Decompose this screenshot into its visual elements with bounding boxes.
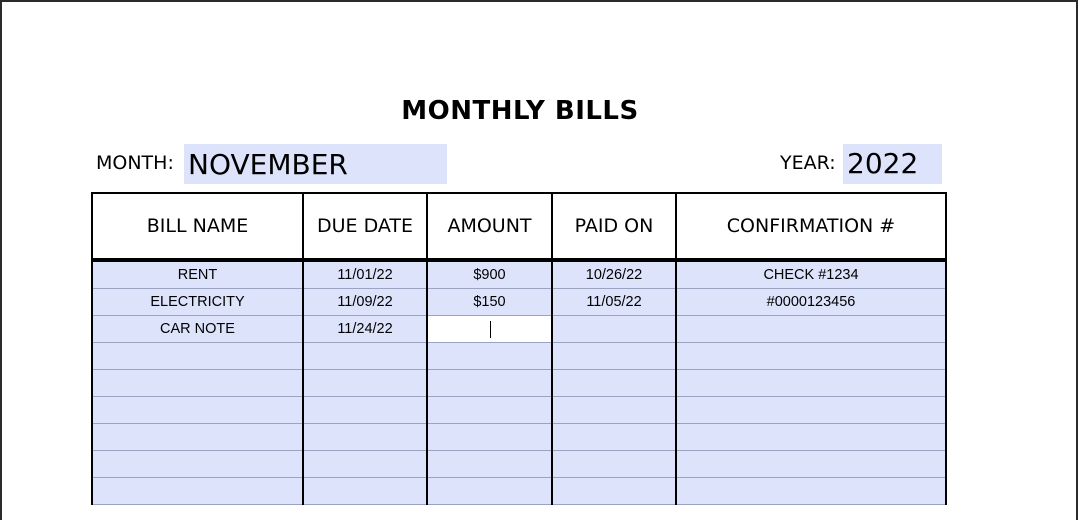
- year-label: YEAR:: [780, 152, 836, 174]
- amount-cell[interactable]: [427, 424, 552, 451]
- bill-name-cell[interactable]: CAR NOTE: [92, 316, 303, 343]
- table-row: [92, 316, 946, 343]
- table-row: [92, 260, 946, 289]
- paid-on-cell[interactable]: [552, 397, 676, 424]
- table-row: [92, 343, 946, 370]
- paid-on-cell[interactable]: [552, 343, 676, 370]
- paid-on-cell[interactable]: [552, 370, 676, 397]
- month-label: MONTH:: [96, 152, 174, 174]
- table-row: [92, 424, 946, 451]
- confirmation-cell[interactable]: [676, 370, 946, 397]
- due-date-cell[interactable]: [303, 370, 427, 397]
- header-bill-name: BILL NAME: [92, 193, 303, 260]
- confirmation-cell[interactable]: [676, 397, 946, 424]
- text-cursor: [490, 321, 491, 338]
- header-amount: AMOUNT: [427, 193, 552, 260]
- table-row: [92, 370, 946, 397]
- header-row: [92, 193, 946, 260]
- bill-name-cell[interactable]: [92, 478, 303, 505]
- paid-on-cell[interactable]: [552, 316, 676, 343]
- confirmation-cell[interactable]: CHECK #1234: [676, 260, 946, 289]
- due-date-cell[interactable]: 11/24/22: [303, 316, 427, 343]
- bill-name-cell[interactable]: RENT: [92, 260, 303, 289]
- confirmation-cell[interactable]: [676, 451, 946, 478]
- confirmation-cell[interactable]: [676, 343, 946, 370]
- bill-name-cell[interactable]: [92, 343, 303, 370]
- paid-on-cell[interactable]: 10/26/22: [552, 260, 676, 289]
- bill-name-cell[interactable]: ELECTRICITY: [92, 289, 303, 316]
- confirmation-cell[interactable]: #0000123456: [676, 289, 946, 316]
- due-date-cell[interactable]: [303, 397, 427, 424]
- paid-on-cell[interactable]: [552, 478, 676, 505]
- bill-name-cell[interactable]: [92, 451, 303, 478]
- due-date-cell[interactable]: 11/01/22: [303, 260, 427, 289]
- due-date-cell[interactable]: [303, 424, 427, 451]
- paid-on-cell[interactable]: 11/05/22: [552, 289, 676, 316]
- paid-on-cell[interactable]: [552, 451, 676, 478]
- amount-cell[interactable]: [427, 451, 552, 478]
- confirmation-cell[interactable]: [676, 316, 946, 343]
- header-paid-on: PAID ON: [552, 193, 676, 260]
- amount-cell[interactable]: [427, 397, 552, 424]
- form-title: MONTHLY BILLS: [401, 96, 639, 126]
- month-field[interactable]: NOVEMBER: [184, 144, 447, 184]
- confirmation-cell[interactable]: [676, 424, 946, 451]
- header-due-date: DUE DATE: [303, 193, 427, 260]
- amount-cell-active[interactable]: [427, 316, 552, 343]
- bill-name-cell[interactable]: [92, 424, 303, 451]
- bill-name-cell[interactable]: [92, 370, 303, 397]
- table-row: [92, 289, 946, 316]
- year-field[interactable]: 2022: [843, 144, 942, 184]
- bill-name-cell[interactable]: [92, 397, 303, 424]
- bills-table: [91, 192, 947, 505]
- table-row: [92, 478, 946, 505]
- confirmation-cell[interactable]: [676, 478, 946, 505]
- table-row: [92, 397, 946, 424]
- amount-cell[interactable]: [427, 370, 552, 397]
- due-date-cell[interactable]: [303, 451, 427, 478]
- due-date-cell[interactable]: [303, 478, 427, 505]
- due-date-cell[interactable]: [303, 343, 427, 370]
- header-confirmation: CONFIRMATION #: [676, 193, 946, 260]
- amount-cell[interactable]: [427, 478, 552, 505]
- paid-on-cell[interactable]: [552, 424, 676, 451]
- amount-cell[interactable]: [427, 343, 552, 370]
- due-date-cell[interactable]: 11/09/22: [303, 289, 427, 316]
- table-row: [92, 451, 946, 478]
- amount-cell[interactable]: $150: [427, 289, 552, 316]
- amount-cell[interactable]: $900: [427, 260, 552, 289]
